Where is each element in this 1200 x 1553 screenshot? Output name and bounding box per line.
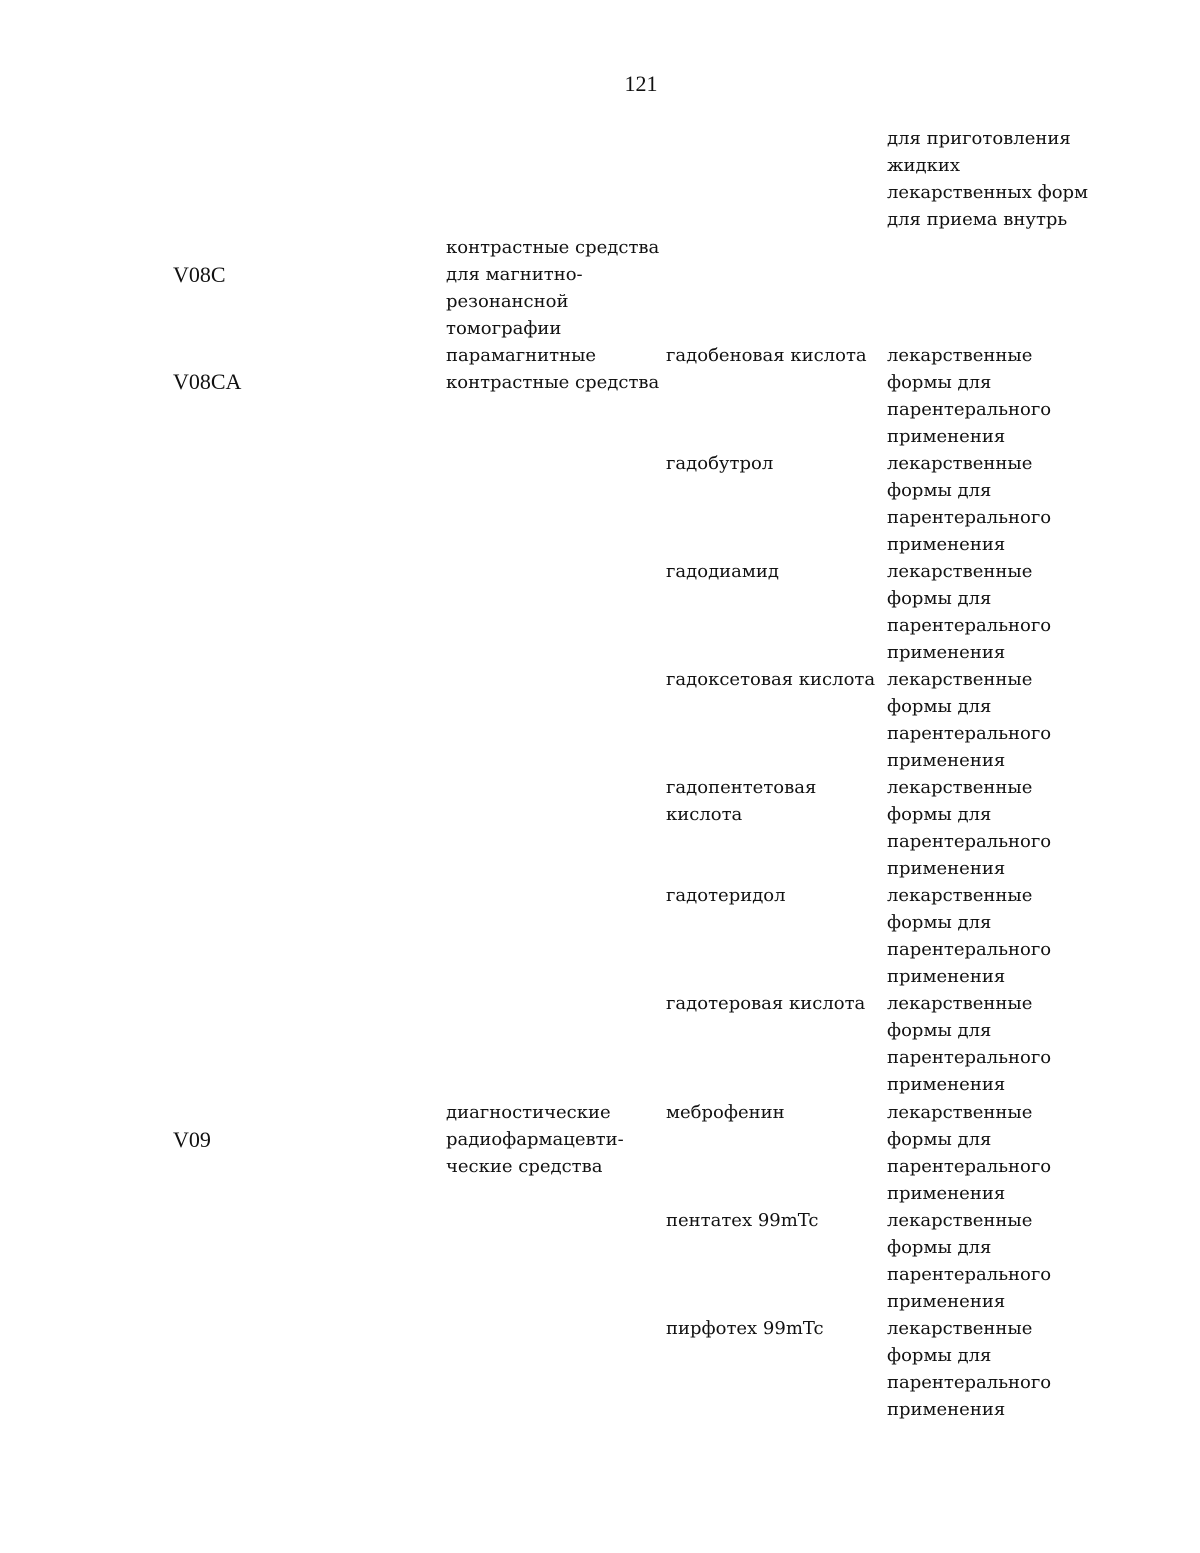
drug-name: гадоксетовая кислота: [666, 669, 876, 690]
page-number: 121: [624, 71, 658, 96]
drug-name: гадотеровая кислота: [666, 993, 866, 1014]
drug-name: гадотеридол: [666, 885, 786, 906]
dosage-form: лекарственные формы для парентерального применения: [887, 1102, 1052, 1204]
drug-name: пирфотех 99mTc: [666, 1318, 824, 1339]
group-name: парамагнитные контрастные средства: [446, 345, 660, 393]
group-name: контрастные средства для магнитно- резонансной томографии: [446, 237, 660, 339]
dosage-form: лекарственные формы для парентерального применения: [887, 561, 1052, 663]
dosage-form: лекарственные формы для парентерального применения: [887, 669, 1052, 771]
dosage-form: лекарственные формы для парентерального применения: [887, 1318, 1052, 1420]
dosage-form: лекарственные формы для парентерального применения: [887, 993, 1052, 1095]
group-name: диагностические радиофармацевти- ческие средства: [446, 1102, 624, 1177]
drug-name: гадопентетовая кислота: [666, 777, 817, 825]
drug-name: гадобутрол: [666, 453, 774, 474]
drug-name: гадобеновая кислота: [666, 345, 867, 366]
dosage-form: лекарственные формы для парентерального применения: [887, 1210, 1052, 1312]
drug-name: пентатех 99mTc: [666, 1210, 819, 1231]
dosage-form: лекарственные формы для парентерального применения: [887, 885, 1052, 987]
drug-name: меброфенин: [666, 1102, 785, 1123]
atc-code: V08C: [173, 262, 226, 287]
dosage-form: лекарственные формы для парентерального применения: [887, 453, 1052, 555]
atc-code: V08CA: [173, 369, 242, 394]
atc-code: V09: [173, 1127, 211, 1152]
dosage-form: лекарственные формы для парентерального применения: [887, 777, 1052, 879]
dosage-form: лекарственные формы для парентерального применения: [887, 345, 1052, 447]
dosage-form-continuation: для приготовления жидких лекарственных форм для приема внутрь: [887, 128, 1089, 230]
drug-name: гадодиамид: [666, 561, 779, 582]
